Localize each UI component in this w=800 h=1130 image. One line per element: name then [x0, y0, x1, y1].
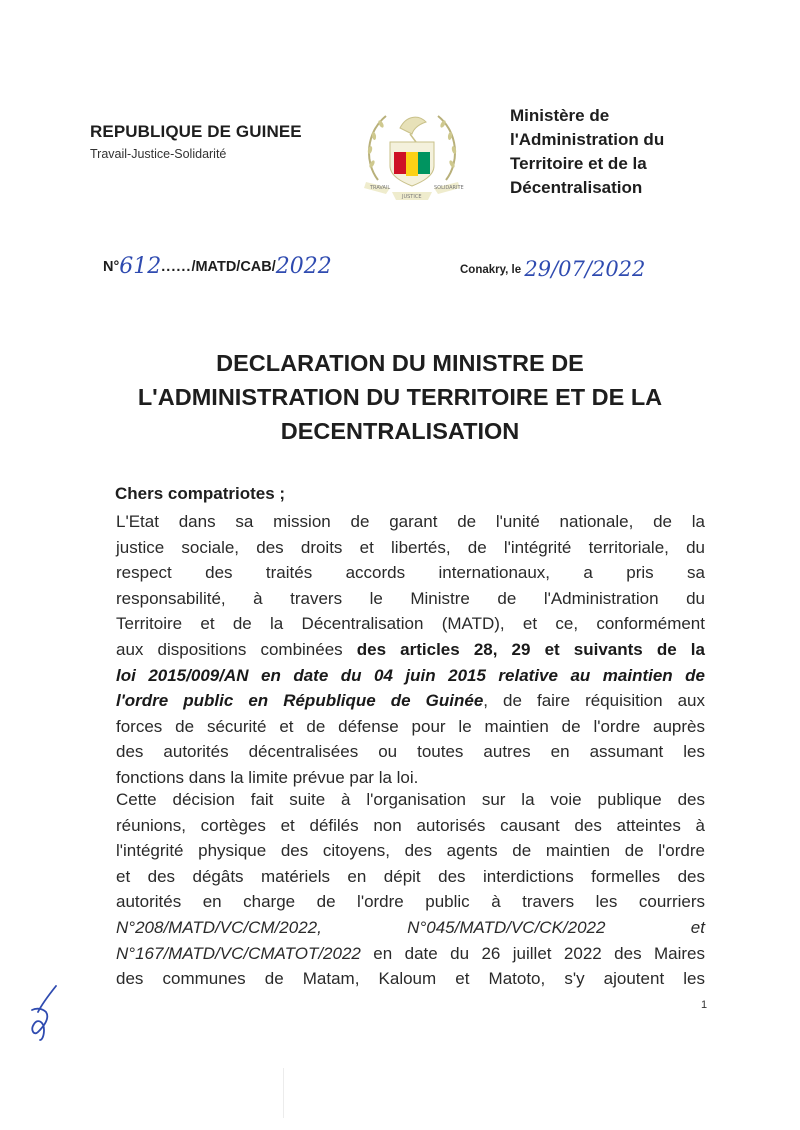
paragraph-1: [116, 509, 705, 791]
paragraph-line: L'Etat dans sa mission de garant de l'unité nationale, de la: [116, 512, 705, 531]
coat-of-arms-icon: [356, 102, 468, 206]
place-and-date: [460, 254, 646, 281]
handwritten-number: 612: [119, 254, 162, 279]
greeting: Chers compatriotes ;: [115, 484, 286, 503]
coat-of-arms-emblem: [356, 102, 468, 206]
paragraph-line: Territoire et de la Décentralisation (MATD), et ce, conformément: [116, 614, 705, 634]
courier-reference: N°208/MATD/VC/CM/2022,: [116, 917, 322, 937]
paragraph-2: [116, 787, 705, 992]
conjunction: et: [690, 917, 705, 937]
ministry-line: Ministère de: [510, 106, 610, 125]
courier-reference: N°045/MATD/VC/CK/2022: [407, 917, 606, 937]
reference-dots: ......: [161, 259, 192, 275]
text-run: aux dispositions combinées: [116, 639, 357, 659]
bold-legal-reference: des articles 28, 29 et suivants de la: [356, 639, 705, 659]
bold-italic-legal-reference: loi 2015/009/AN en date du 04 juin 2015 relative au maintien de: [116, 665, 705, 685]
paragraph-line: [116, 915, 705, 941]
paragraph-line: [116, 663, 705, 689]
paragraph-line: l'intégrité physique des citoyens, des agents de maintien de l'ordre: [116, 841, 705, 861]
emblem-word-1: TRAVAIL: [370, 185, 391, 191]
place-label: Conakry, le: [460, 264, 522, 276]
paragraph-line: des autorités décentralisées ou toutes autres en assumant les: [116, 742, 705, 762]
reference-suffix: /MATD/CAB/: [191, 259, 276, 275]
ministry-line: Décentralisation: [510, 178, 643, 197]
paragraph-line: [116, 941, 705, 967]
ministry-name: [510, 104, 664, 200]
ministry-line: Territoire et de la: [510, 154, 647, 173]
paper-crease: [283, 1068, 284, 1118]
country-name: REPUBLIQUE DE GUINEE: [90, 122, 302, 141]
paragraph-line: [116, 688, 705, 714]
text-run: , de faire réquisition aux: [483, 691, 705, 711]
national-motto: Travail-Justice-Solidarité: [90, 147, 227, 161]
title-line: DECLARATION DU MINISTRE DE: [216, 350, 584, 376]
reference-number: [103, 252, 332, 277]
paragraph-line: justice sociale, des droits et libertés, de l'intégrité territoriale, du: [116, 537, 705, 557]
paragraph-line: Cette décision fait suite à l'organisation sur la voie publique des: [116, 790, 705, 809]
paragraph-line: réunions, cortèges et défilés non autorisés causant des atteintes à: [116, 815, 705, 835]
paragraph-line: respect des traités accords internationaux, a pris sa: [116, 563, 705, 583]
title-line: DECENTRALISATION: [280, 418, 520, 444]
emblem-word-2: JUSTICE: [402, 194, 422, 200]
signature-initials-icon: [22, 982, 62, 1042]
text-run: en date du 26 juillet 2022 des Maires: [360, 943, 705, 963]
paragraph-line: des communes de Matam, Kaloum et Matoto, s'y ajoutent les: [116, 969, 705, 989]
handwritten-initials: [22, 982, 62, 1042]
courier-reference: N°167/MATD/VC/CMATOT/2022: [116, 943, 361, 963]
reference-prefix: N°: [103, 259, 120, 275]
title-line: L'ADMINISTRATION DU TERRITOIRE ET DE LA: [137, 384, 663, 410]
paragraph-line: autorités en charge de l'ordre public à travers les courriers: [116, 892, 705, 912]
bold-italic-legal-reference: l'ordre public en République de Guinée: [116, 691, 484, 711]
paragraph-line: forces de sécurité et de défense pour le maintien de l'ordre auprès: [116, 716, 705, 736]
handwritten-year: 2022: [275, 254, 332, 279]
document-title: [80, 346, 720, 448]
ministry-line: l'Administration du: [510, 130, 665, 149]
paragraph-line: fonctions dans la limite prévue par la loi.: [116, 767, 419, 787]
paragraph-line: [116, 637, 705, 663]
page-number: 1: [701, 999, 708, 1011]
emblem-word-3: SOLIDARITE: [434, 185, 464, 191]
paragraph-line: et des dégâts matériels en dépit des interdictions formelles des: [116, 866, 705, 886]
handwritten-date: 29/07/2022: [524, 257, 646, 281]
paragraph-line: responsabilité, à travers le Ministre de l'Administration du: [116, 588, 705, 608]
